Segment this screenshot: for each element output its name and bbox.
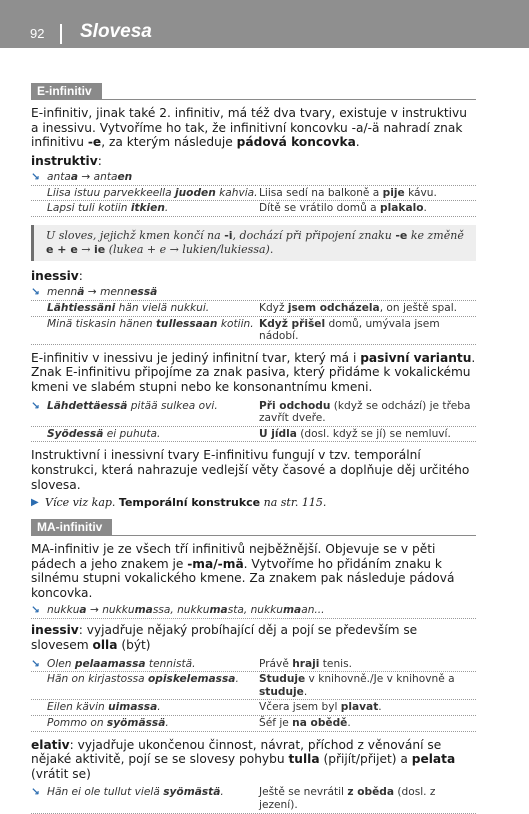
example-row: Syödessä ei puhuta. U jídla (dosl. když se jí) se nemluví. [31,427,476,443]
inessiv-examples [31,301,476,345]
ma-infinitive-intro: MA-infinitiv je ze všech tří infinitivů nejběžnější. Objevuje se v pěti pádech a jeho znakem je -ma/-mä. Vytvoříme ho přidáním znaku k silnému stupni vokalického kmene. Za znakem pak následuje pádová koncovka. [31,542,455,600]
header-divider [60,24,62,44]
example-row: ↘ Lähdettäessä pitää sulkea ovi. Při odchodu (když se odchází) je třeba zavřít dveře. [31,399,476,427]
example-row: Lapsi tuli kotiin itkien. Dítě se vrátilo domů a plakalo. [31,201,476,217]
section-badge: MA-infinitiv [31,519,112,535]
section-header-e-infinitive [31,80,476,100]
main-content [31,80,476,814]
example-row: Lähtiessäni hän vielä nukkui. Když jsem odcházela, on ještě spal. [31,301,476,317]
note-box: U sloves, jejichž kmen končí na -i, dochází při připojení znaku -e ke změně e + e → ie (lukea + e → lukien/lukiessa). [31,225,476,261]
inessiv-pattern: ↘ mennä → mennessä [31,286,476,301]
e-infinitive-intro: E-infinitiv, jinak také 2. infinitiv, má též dva tvary, existuje v instruktivu a inessivu. Vytvoříme ho tak, že infinitivní koncovku -a/-ä nahradí znak infinitivu -e, za kterým následuje pádová koncovka. [31,106,467,150]
example-arrow-icon: ↘ [31,786,40,799]
example-arrow-icon: ↘ [31,604,40,617]
inessiv-label: inessiv: [31,268,83,283]
example-arrow-icon: ↘ [31,285,40,298]
example-row: ↘ Hän ei ole tullut vielä syömästä. Ještě se nevrátil z oběda (dosl. z jezení). [31,785,476,813]
ma-elativ-examples [31,785,476,813]
instruktiv-pattern: ↘ antaa → antaen [31,171,476,186]
instruktiv-label: instruktiv: [31,153,102,168]
cross-reference[interactable]: ▶ Více viz kap. Temporální konstrukce na str. 115. [31,496,327,510]
passive-paragraph: E-infinitiv v inessivu je jediný infinitní tvar, který má i pasivní variantu. Znak E-infinitivu připojíme za znak pasiva, který přidáme k vokalickému kmeni ve slabém stupni nebo ke konsonantnímu kmeni. [31,350,476,394]
example-arrow-icon: ↘ [31,657,40,670]
ma-inessiv-description: inessiv: vyjadřuje nějaký probíhající děj a pojí se především se slovesem olla (být) [31,623,418,653]
example-row: Pommo on syömässä. Šéf je na obědě. [31,716,476,732]
passive-examples [31,399,476,443]
example-row: Liisa istuu parvekkeella juoden kahvia. Liisa sedí na balkoně a pije kávu. [31,186,476,202]
page-number: 92 [30,26,45,41]
example-row: ↘ Olen pelaamassa tennistä. Právě hraji tenis. [31,657,476,673]
example-row: Minä tiskasin hänen tullessaan kotiin. Když přišel domů, umývala jsem nádobí. [31,317,476,345]
page-title: Slovesa [80,21,152,42]
ma-inessiv-examples [31,657,476,732]
example-arrow-icon: ↘ [31,170,40,183]
ma-pattern: ↘ nukkua → nukkumassa, nukkumasta, nukkumaan... [31,604,476,619]
example-row: Hän on kirjastossa opiskelemassa. Studuje v knihovně./Je v knihovně a studuje. [31,672,476,700]
instruktiv-examples [31,186,476,217]
example-arrow-icon: ↘ [31,399,40,412]
example-row: Eilen kävin uimassa. Včera jsem byl plavat. [31,700,476,716]
section-badge: E-infinitiv [31,83,102,99]
temporal-paragraph: Instruktivní i inessivní tvary E-infinitivu fungují v tzv. temporální konstrukci, která nahrazuje vedlejší věty časové a doplňuje děj určitého slovesa. [31,448,470,492]
ma-elativ-description: elativ: vyjadřuje ukončenou činnost, návrat, příchod z věnování se nějaké aktivitě, pojí se se slovesy pohybu tulla (přijít/přijet) a pelata (vrátit se) [31,737,456,781]
page-header [0,0,529,48]
section-header-ma-infinitive [31,516,476,536]
triangle-right-icon: ▶ [31,497,39,509]
